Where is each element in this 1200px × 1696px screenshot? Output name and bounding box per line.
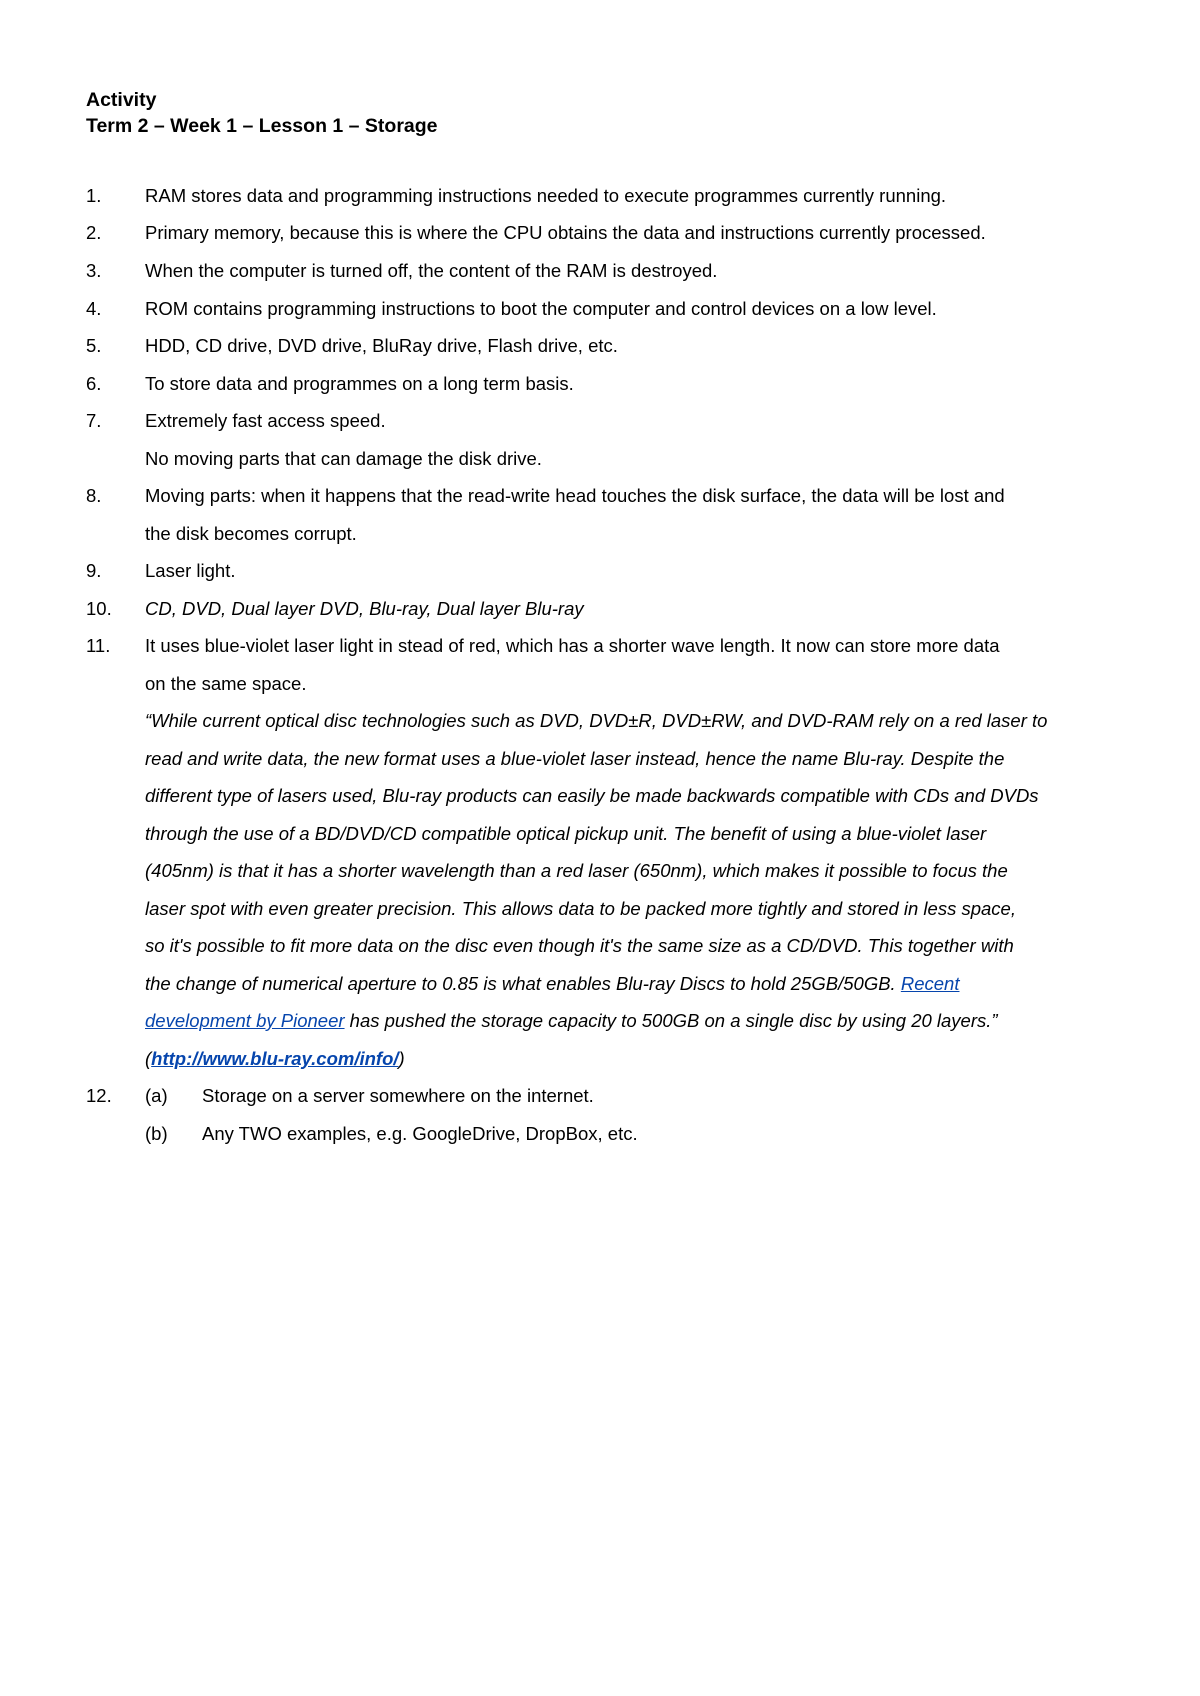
quote-text: “While current optical disc technologies such as DVD, DVD±R, DVD±RW, and DVD-RAM rely on a red laser to <box>145 710 1048 731</box>
item-number: 5. <box>86 335 102 356</box>
sub-item-label: (b) <box>145 1123 168 1144</box>
item-text: Laser light. <box>145 560 236 581</box>
source-citation <box>145 1044 405 1074</box>
item-text-continued: the disk becomes corrupt. <box>145 523 357 544</box>
item-text: Primary memory, because this is where the CPU obtains the data and instructions currently processed. <box>145 222 986 243</box>
quote-text-with-link <box>145 1006 998 1036</box>
item-text: HDD, CD drive, DVD drive, BluRay drive, Flash drive, etc. <box>145 335 618 356</box>
item-number: 9. <box>86 560 102 581</box>
item-text-continued: No moving parts that can damage the disk drive. <box>145 448 542 469</box>
item-number: 1. <box>86 185 102 206</box>
item-number: 7. <box>86 410 102 431</box>
item-number: 2. <box>86 222 102 243</box>
source-close-paren: ) <box>398 1048 405 1069</box>
blu-ray-info-link[interactable]: http://www.blu-ray.com/info/ <box>151 1048 399 1069</box>
item-text: Extremely fast access speed. <box>145 410 386 431</box>
quote-text: has pushed the storage capacity to 500GB on a single disc by using 20 layers.” <box>344 1010 998 1031</box>
item-text-continued: on the same space. <box>145 673 307 694</box>
item-text: Moving parts: when it happens that the read-write head touches the disk surface, the data will be lost and <box>145 485 1005 506</box>
item-number: 4. <box>86 298 102 319</box>
item-number: 12. <box>86 1085 112 1106</box>
activity-heading: Activity <box>86 89 157 111</box>
pioneer-development-link-continued[interactable]: development by Pioneer <box>145 1010 345 1031</box>
item-text: It uses blue-violet laser light in stead of red, which has a shorter wave length. It now can store more data <box>145 635 1000 656</box>
item-number: 8. <box>86 485 102 506</box>
item-number: 3. <box>86 260 102 281</box>
item-text: To store data and programmes on a long term basis. <box>145 373 574 394</box>
quote-text: different type of lasers used, Blu-ray products can easily be made backwards compatible with CDs and DVDs <box>145 785 1039 806</box>
quote-text: the change of numerical aperture to 0.85 is what enables Blu-ray Discs to hold 25GB/50GB. <box>145 973 901 994</box>
quote-text: so it's possible to fit more data on the disc even though it's the same size as a CD/DVD. This together with <box>145 935 1014 956</box>
item-text: CD, DVD, Dual layer DVD, Blu-ray, Dual layer Blu-ray <box>145 598 584 619</box>
item-text: ROM contains programming instructions to boot the computer and control devices on a low level. <box>145 298 937 319</box>
item-text: RAM stores data and programming instructions needed to execute programmes currently running. <box>145 185 947 206</box>
quote-text: through the use of a BD/DVD/CD compatible optical pickup unit. The benefit of using a blue-violet laser <box>145 823 987 844</box>
source-open-paren: ( <box>145 1048 152 1069</box>
quote-text: read and write data, the new format uses a blue-violet laser instead, hence the name Blu-ray. Despite the <box>145 748 1005 769</box>
sub-item-text: Storage on a server somewhere on the internet. <box>202 1085 594 1106</box>
item-number: 10. <box>86 598 112 619</box>
sub-item-text: Any TWO examples, e.g. GoogleDrive, DropBox, etc. <box>202 1123 638 1144</box>
sub-item-label: (a) <box>145 1085 168 1106</box>
quote-text: laser spot with even greater precision. This allows data to be packed more tightly and stored in less space, <box>145 898 1016 919</box>
quote-text: (405nm) is that it has a shorter wavelength than a red laser (650nm), which makes it possible to focus the <box>145 860 1008 881</box>
lesson-subtitle: Term 2 – Week 1 – Lesson 1 – Storage <box>86 115 438 137</box>
quote-text-with-link <box>145 969 959 999</box>
item-number: 6. <box>86 373 102 394</box>
pioneer-development-link[interactable]: Recent <box>900 973 960 994</box>
item-number: 11. <box>86 635 111 656</box>
item-text: When the computer is turned off, the content of the RAM is destroyed. <box>145 260 718 281</box>
